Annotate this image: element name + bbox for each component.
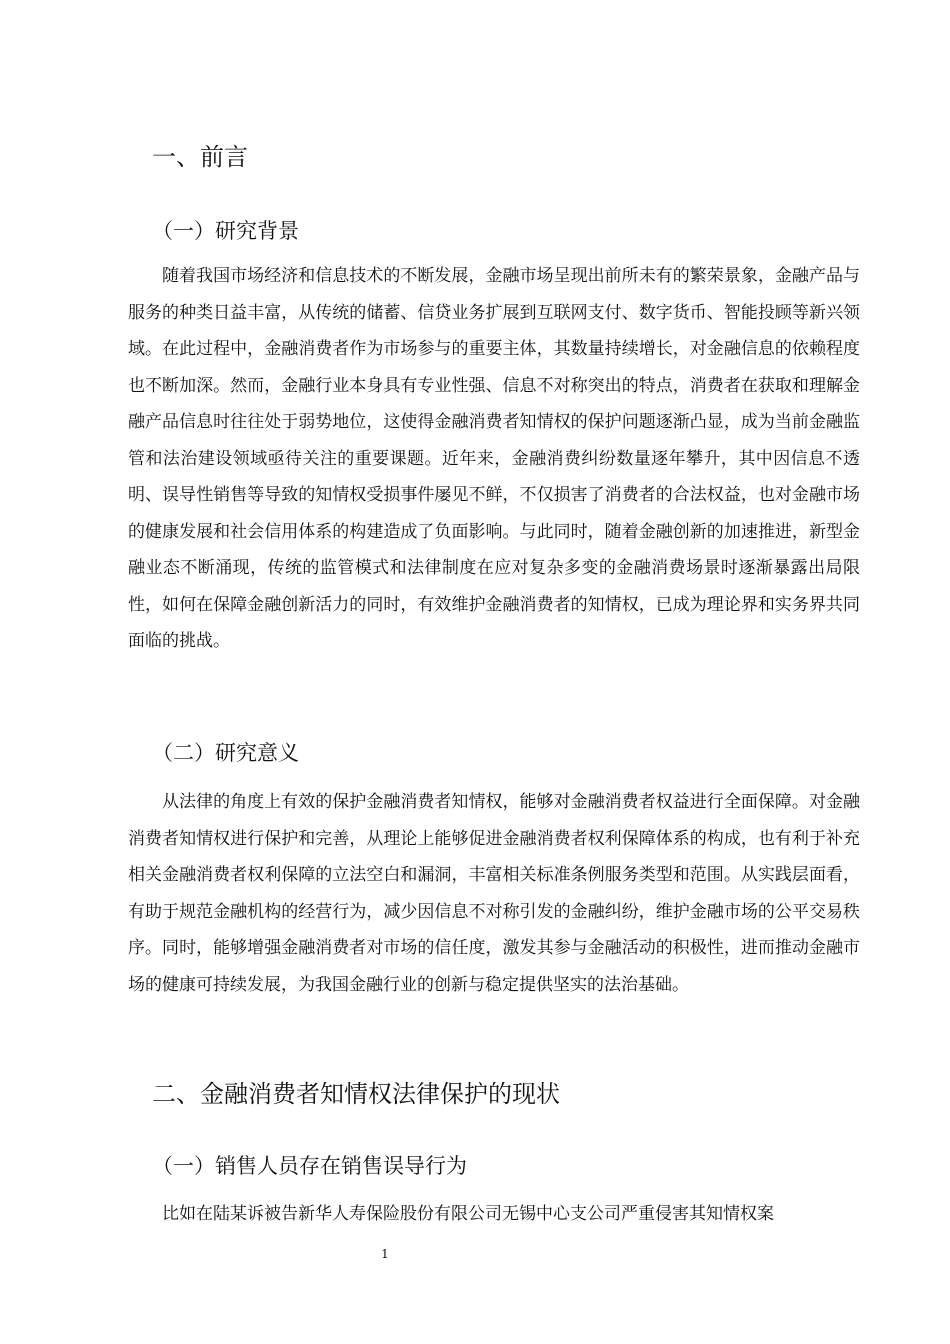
paragraph-significance: 从法律的角度上有效的保护金融消费者知情权，能够对金融消费者权益进行全面保障。对金融消费者知情权进行保护和完善，从理论上能够促进金融消费者权利保障体系的构成，也有利于补充相关金融消费者权利保障的立法空白和漏洞，丰富相关标准条例服务类型和范围。从实践层面看，有助于规范金融机构的经营行为，减少因信息不对称引发的金融纠纷，维护金融市场的公平交易秩序。同时，能够增强金融消费者对市场的信任度，激发其参与金融活动的积极性，进而推动金融市场的健康可持续发展，为我国金融行业的创新与稳定提供坚实的法治基础。 — [128, 792, 860, 995]
subsection-heading-background: （一）研究背景 — [152, 219, 299, 243]
section-heading-status: 二、金融消费者知情权法律保护的现状 — [152, 1080, 560, 1108]
subsection-heading-misleading-sales: （一）销售人员存在销售误导行为 — [152, 1154, 467, 1178]
section-heading-preface: 一、前言 — [152, 143, 248, 171]
paragraph-background: 随着我国市场经济和信息技术的不断发展，金融市场呈现出前所未有的繁荣景象，金融产品与服务的种类日益丰富，从传统的储蓄、信贷业务扩展到互联网支付、数字货币、智能投顾等新兴领域。在此过程中，金融消费者作为市场参与的重要主体，其数量持续增长，对金融信息的依赖程度也不断加深。然而，金融行业本身具有专业性强、信息不对称突出的特点，消费者在获取和理解金融产品信息时往往处于弱势地位，这使得金融消费者知情权的保护问题逐渐凸显，成为当前金融监管和法治建设领域亟待关注的重要课题。近年来，金融消费纠纷数量逐年攀升，其中因信息不透明、误导性销售等导致的知情权受损事件屡见不鲜，不仅损害了消费者的合法权益，也对金融市场的健康发展和社会信用体系的构建造成了负面影响。与此同时，随着金融创新的加速推进，新型金融业态不断涌现，传统的监管模式和法律制度在应对复杂多变的金融消费场景时逐渐暴露出局限性，如何在保障金融创新活力的同时，有效维护金融消费者的知情权，已成为理论界和实务界共同面临的挑战。 — [128, 266, 860, 651]
page-number: 1 — [381, 1247, 389, 1261]
subsection-heading-significance: （二）研究意义 — [152, 741, 299, 765]
paragraph-misleading-sales: 比如在陆某诉被告新华人寿保险股份有限公司无锡中心支公司严重侵害其知情权案 — [162, 1204, 774, 1224]
